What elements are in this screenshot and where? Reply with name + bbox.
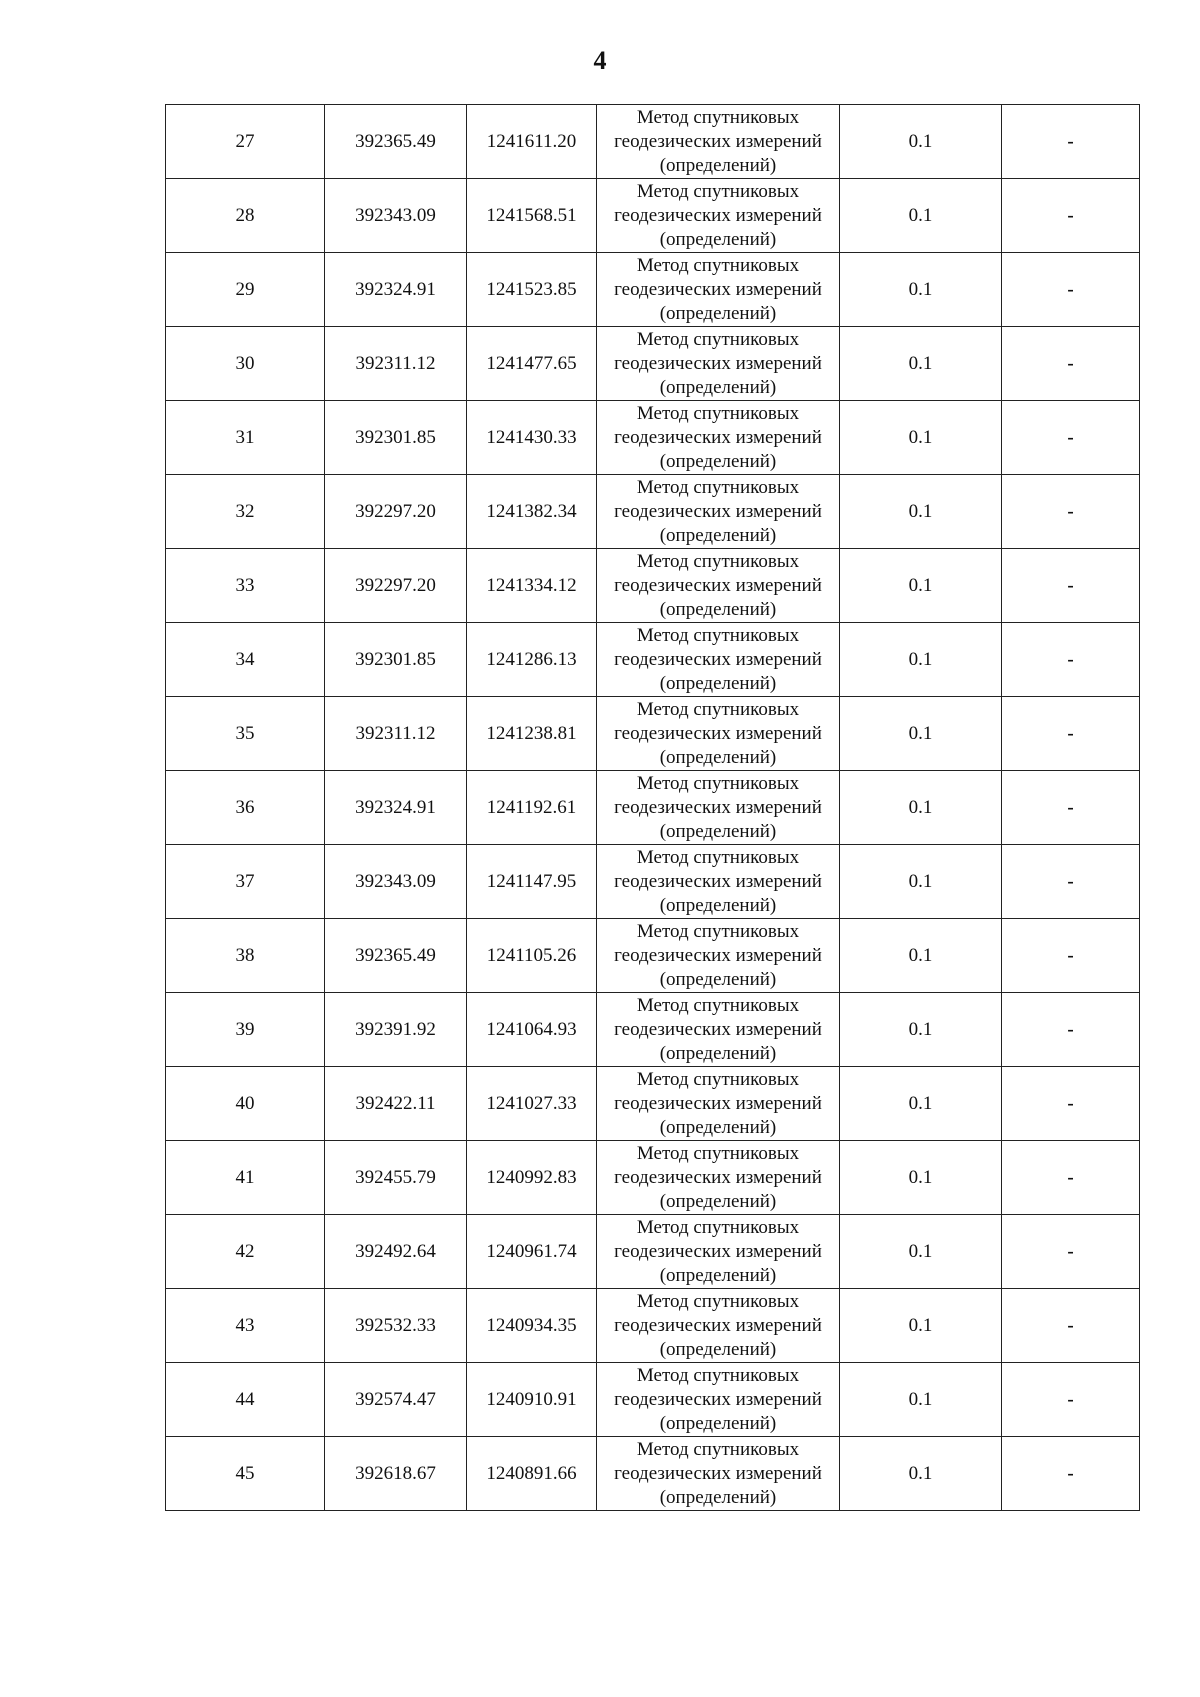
point-number-cell: 43	[166, 1289, 325, 1363]
accuracy-cell: 0.1	[840, 1289, 1002, 1363]
method-line: геодезических измерений	[614, 500, 822, 522]
method-line: геодезических измерений	[614, 1388, 822, 1410]
method-line: Метод спутниковых	[636, 1438, 800, 1460]
method-cell	[597, 993, 840, 1067]
method-line: геодезических измерений	[614, 648, 822, 670]
note-cell: -	[1002, 1067, 1140, 1141]
x-coordinate-cell: 392492.64	[325, 1215, 467, 1289]
coordinates-table-body	[166, 105, 1140, 1511]
point-number-cell: 30	[166, 327, 325, 401]
table-row	[166, 697, 1140, 771]
method-line: геодезических измерений	[614, 870, 822, 892]
note-cell: -	[1002, 1289, 1140, 1363]
method-line: (определений)	[659, 672, 777, 694]
method-line: Метод спутниковых	[636, 254, 800, 276]
y-coordinate-cell: 1241382.34	[467, 475, 597, 549]
method-cell	[597, 1363, 840, 1437]
method-line: геодезических измерений	[614, 1166, 822, 1188]
x-coordinate-cell: 392365.49	[325, 919, 467, 993]
method-cell	[597, 179, 840, 253]
point-number-cell: 44	[166, 1363, 325, 1437]
method-line: (определений)	[659, 894, 777, 916]
x-coordinate-cell: 392365.49	[325, 105, 467, 179]
accuracy-cell: 0.1	[840, 327, 1002, 401]
page-number: 4	[593, 46, 607, 75]
method-line: геодезических измерений	[614, 722, 822, 744]
method-line: Метод спутниковых	[636, 180, 800, 202]
note-cell: -	[1002, 401, 1140, 475]
table-row	[166, 993, 1140, 1067]
table-row	[166, 623, 1140, 697]
note-cell: -	[1002, 179, 1140, 253]
method-line: геодезических измерений	[614, 796, 822, 818]
method-cell	[597, 475, 840, 549]
method-line: Метод спутниковых	[636, 920, 800, 942]
method-line: Метод спутниковых	[636, 328, 800, 350]
y-coordinate-cell: 1241238.81	[467, 697, 597, 771]
note-cell: -	[1002, 327, 1140, 401]
table-row	[166, 919, 1140, 993]
x-coordinate-cell: 392297.20	[325, 549, 467, 623]
method-line: (определений)	[659, 1338, 777, 1360]
method-line: (определений)	[659, 1486, 777, 1508]
y-coordinate-cell: 1241523.85	[467, 253, 597, 327]
method-line: геодезических измерений	[614, 1092, 822, 1114]
accuracy-cell: 0.1	[840, 1067, 1002, 1141]
note-cell: -	[1002, 253, 1140, 327]
method-line: Метод спутниковых	[636, 846, 800, 868]
accuracy-cell: 0.1	[840, 1215, 1002, 1289]
accuracy-cell: 0.1	[840, 105, 1002, 179]
accuracy-cell: 0.1	[840, 771, 1002, 845]
method-line: геодезических измерений	[614, 426, 822, 448]
accuracy-cell: 0.1	[840, 549, 1002, 623]
method-line: Метод спутниковых	[636, 1290, 800, 1312]
note-cell: -	[1002, 1215, 1140, 1289]
table-row	[166, 105, 1140, 179]
table-row	[166, 327, 1140, 401]
x-coordinate-cell: 392343.09	[325, 845, 467, 919]
method-line: (определений)	[659, 968, 777, 990]
x-coordinate-cell: 392297.20	[325, 475, 467, 549]
method-cell	[597, 1067, 840, 1141]
table-row	[166, 1141, 1140, 1215]
method-line: (определений)	[659, 1042, 777, 1064]
accuracy-cell: 0.1	[840, 623, 1002, 697]
point-number-cell: 37	[166, 845, 325, 919]
x-coordinate-cell: 392455.79	[325, 1141, 467, 1215]
method-cell	[597, 1289, 840, 1363]
note-cell: -	[1002, 1437, 1140, 1511]
accuracy-cell: 0.1	[840, 697, 1002, 771]
accuracy-cell: 0.1	[840, 1141, 1002, 1215]
point-number-cell: 39	[166, 993, 325, 1067]
y-coordinate-cell: 1241027.33	[467, 1067, 597, 1141]
method-cell	[597, 623, 840, 697]
note-cell: -	[1002, 105, 1140, 179]
table-row	[166, 1215, 1140, 1289]
method-line: геодезических измерений	[614, 1240, 822, 1262]
method-cell	[597, 1141, 840, 1215]
method-cell	[597, 697, 840, 771]
method-cell	[597, 845, 840, 919]
method-cell	[597, 253, 840, 327]
x-coordinate-cell: 392532.33	[325, 1289, 467, 1363]
y-coordinate-cell: 1241286.13	[467, 623, 597, 697]
point-number-cell: 29	[166, 253, 325, 327]
y-coordinate-cell: 1241064.93	[467, 993, 597, 1067]
point-number-cell: 42	[166, 1215, 325, 1289]
method-line: (определений)	[659, 228, 777, 250]
accuracy-cell: 0.1	[840, 401, 1002, 475]
table-row	[166, 475, 1140, 549]
note-cell: -	[1002, 549, 1140, 623]
method-line: геодезических измерений	[614, 278, 822, 300]
note-cell: -	[1002, 993, 1140, 1067]
y-coordinate-cell: 1240910.91	[467, 1363, 597, 1437]
table-row	[166, 179, 1140, 253]
method-line: Метод спутниковых	[636, 1068, 800, 1090]
y-coordinate-cell: 1241105.26	[467, 919, 597, 993]
method-line: Метод спутниковых	[636, 772, 800, 794]
y-coordinate-cell: 1241568.51	[467, 179, 597, 253]
y-coordinate-cell: 1241192.61	[467, 771, 597, 845]
method-line: Метод спутниковых	[636, 476, 800, 498]
method-line: Метод спутниковых	[636, 106, 800, 128]
y-coordinate-cell: 1240891.66	[467, 1437, 597, 1511]
y-coordinate-cell: 1240934.35	[467, 1289, 597, 1363]
method-cell	[597, 105, 840, 179]
point-number-cell: 32	[166, 475, 325, 549]
y-coordinate-cell: 1240992.83	[467, 1141, 597, 1215]
coordinates-table	[165, 104, 1140, 1511]
method-line: Метод спутниковых	[636, 994, 800, 1016]
x-coordinate-cell: 392391.92	[325, 993, 467, 1067]
note-cell: -	[1002, 475, 1140, 549]
table-row	[166, 549, 1140, 623]
y-coordinate-cell: 1241334.12	[467, 549, 597, 623]
x-coordinate-cell: 392301.85	[325, 401, 467, 475]
point-number-cell: 28	[166, 179, 325, 253]
table-row	[166, 1363, 1140, 1437]
method-cell	[597, 401, 840, 475]
method-line: Метод спутниковых	[636, 698, 800, 720]
method-line: (определений)	[659, 376, 777, 398]
method-line: Метод спутниковых	[636, 550, 800, 572]
method-cell	[597, 549, 840, 623]
y-coordinate-cell: 1241477.65	[467, 327, 597, 401]
method-cell	[597, 1437, 840, 1511]
accuracy-cell: 0.1	[840, 993, 1002, 1067]
method-line: геодезических измерений	[614, 1018, 822, 1040]
method-line: Метод спутниковых	[636, 624, 800, 646]
point-number-cell: 35	[166, 697, 325, 771]
point-number-cell: 31	[166, 401, 325, 475]
x-coordinate-cell: 392301.85	[325, 623, 467, 697]
y-coordinate-cell: 1240961.74	[467, 1215, 597, 1289]
method-line: (определений)	[659, 1412, 777, 1434]
method-line: (определений)	[659, 1116, 777, 1138]
method-line: (определений)	[659, 524, 777, 546]
y-coordinate-cell: 1241611.20	[467, 105, 597, 179]
point-number-cell: 36	[166, 771, 325, 845]
table-row	[166, 771, 1140, 845]
note-cell: -	[1002, 845, 1140, 919]
note-cell: -	[1002, 1363, 1140, 1437]
method-line: геодезических измерений	[614, 204, 822, 226]
method-cell	[597, 327, 840, 401]
accuracy-cell: 0.1	[840, 845, 1002, 919]
y-coordinate-cell: 1241147.95	[467, 845, 597, 919]
x-coordinate-cell: 392618.67	[325, 1437, 467, 1511]
point-number-cell: 34	[166, 623, 325, 697]
accuracy-cell: 0.1	[840, 919, 1002, 993]
point-number-cell: 38	[166, 919, 325, 993]
method-line: (определений)	[659, 820, 777, 842]
method-line: геодезических измерений	[614, 1462, 822, 1484]
method-line: Метод спутниковых	[636, 1142, 800, 1164]
accuracy-cell: 0.1	[840, 179, 1002, 253]
x-coordinate-cell: 392311.12	[325, 697, 467, 771]
method-line: геодезических измерений	[614, 1314, 822, 1336]
x-coordinate-cell: 392311.12	[325, 327, 467, 401]
method-cell	[597, 919, 840, 993]
point-number-cell: 40	[166, 1067, 325, 1141]
note-cell: -	[1002, 919, 1140, 993]
method-line: геодезических измерений	[614, 352, 822, 374]
table-row	[166, 1437, 1140, 1511]
method-line: (определений)	[659, 1190, 777, 1212]
x-coordinate-cell: 392324.91	[325, 253, 467, 327]
x-coordinate-cell: 392343.09	[325, 179, 467, 253]
table-row	[166, 845, 1140, 919]
x-coordinate-cell: 392324.91	[325, 771, 467, 845]
method-line: Метод спутниковых	[636, 1216, 800, 1238]
note-cell: -	[1002, 771, 1140, 845]
method-line: Метод спутниковых	[636, 1364, 800, 1386]
method-line: (определений)	[659, 302, 777, 324]
point-number-cell: 45	[166, 1437, 325, 1511]
table-row	[166, 253, 1140, 327]
accuracy-cell: 0.1	[840, 475, 1002, 549]
accuracy-cell: 0.1	[840, 1437, 1002, 1511]
accuracy-cell: 0.1	[840, 253, 1002, 327]
method-line: (определений)	[659, 746, 777, 768]
note-cell: -	[1002, 1141, 1140, 1215]
method-line: геодезических измерений	[614, 944, 822, 966]
method-line: (определений)	[659, 450, 777, 472]
point-number-cell: 33	[166, 549, 325, 623]
method-cell	[597, 1215, 840, 1289]
method-cell	[597, 771, 840, 845]
x-coordinate-cell: 392422.11	[325, 1067, 467, 1141]
accuracy-cell: 0.1	[840, 1363, 1002, 1437]
method-line: Метод спутниковых	[636, 402, 800, 424]
method-line: (определений)	[659, 598, 777, 620]
point-number-cell: 27	[166, 105, 325, 179]
table-row	[166, 401, 1140, 475]
table-row	[166, 1067, 1140, 1141]
method-line: геодезических измерений	[614, 130, 822, 152]
point-number-cell: 41	[166, 1141, 325, 1215]
method-line: (определений)	[659, 1264, 777, 1286]
note-cell: -	[1002, 697, 1140, 771]
x-coordinate-cell: 392574.47	[325, 1363, 467, 1437]
y-coordinate-cell: 1241430.33	[467, 401, 597, 475]
method-line: геодезических измерений	[614, 574, 822, 596]
note-cell: -	[1002, 623, 1140, 697]
method-line: (определений)	[659, 154, 777, 176]
table-row	[166, 1289, 1140, 1363]
